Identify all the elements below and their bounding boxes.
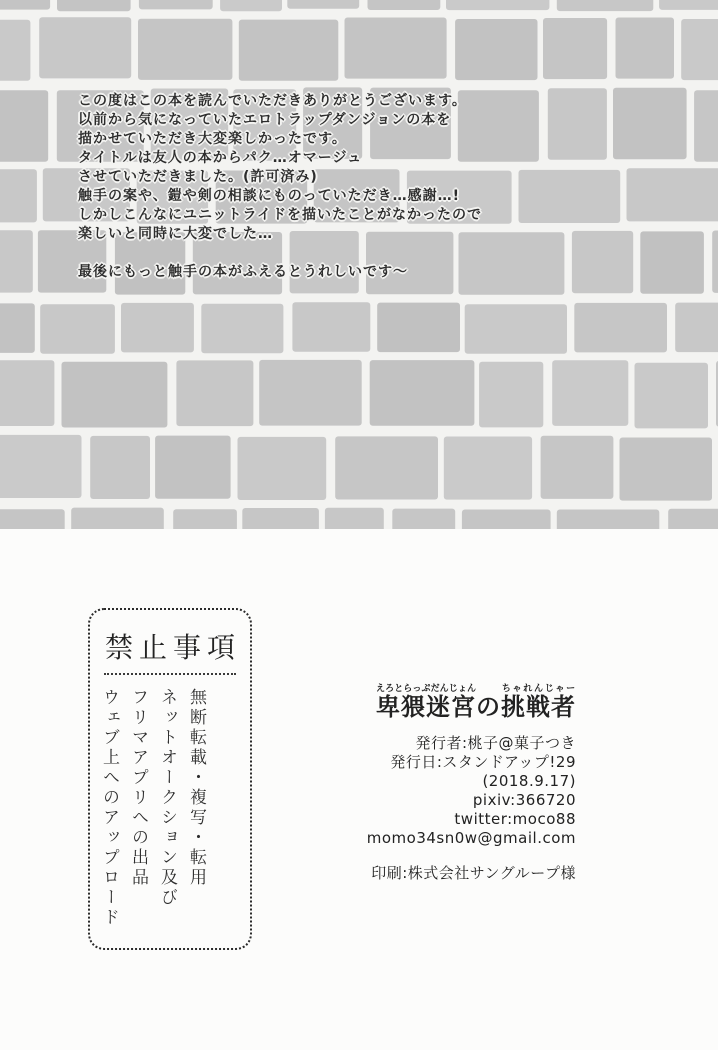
prohibited-box-title: 禁止事項 bbox=[104, 631, 241, 664]
afterword-line: 最後にもっと触手の本がふえるとうれしいです〜 bbox=[78, 264, 408, 280]
email-line: momo34sn0w@gmail.com bbox=[366, 829, 576, 848]
book-title-main2: 挑戦者 bbox=[501, 693, 576, 721]
twitter-handle-line: twitter:moco88 bbox=[454, 810, 576, 829]
prohibited-item: フリマアプリへの出品 bbox=[128, 688, 148, 888]
afterword-line: タイトルは友人の本からパク…オマージュ bbox=[78, 150, 363, 166]
pixiv-id-line: pixiv:366720 bbox=[472, 791, 576, 810]
colophon-lines bbox=[276, 734, 576, 848]
book-title-particle: の bbox=[476, 693, 501, 721]
afterword-line: 触手の案や、鎧や剣の相談にものっていただき…感謝…! bbox=[78, 188, 460, 204]
prohibited-box-divider bbox=[104, 673, 236, 675]
printer-line: 印刷:株式会社サングループ様 bbox=[371, 864, 576, 883]
publish-date-detail: (2018.9.17) bbox=[482, 772, 576, 791]
book-title-main1: 卑猥迷宮 bbox=[376, 693, 476, 721]
afterword-line: しかしこんなにユニットライドを描いたことがなかったので bbox=[78, 207, 483, 223]
book-title bbox=[276, 684, 576, 720]
publisher-line: 発行者:桃子@菓子つき bbox=[415, 734, 576, 753]
book-title-furigana1: えろとらっぷだんじょん bbox=[376, 684, 476, 694]
prohibited-item: ネットオークション及び bbox=[157, 688, 177, 908]
prohibited-items-list bbox=[90, 688, 223, 944]
afterword-line: 描かせていただき大変楽しかったです。 bbox=[78, 131, 347, 147]
afterword-line-blank bbox=[78, 244, 558, 263]
prohibited-item: 無断転載・複写・転用 bbox=[186, 688, 206, 888]
afterword-text bbox=[78, 92, 558, 282]
publish-date-line: 発行日:スタンドアップ!29 bbox=[390, 753, 576, 772]
colophon bbox=[276, 684, 576, 883]
afterword-line: この度はこの本を読んでいただきありがとうございます。 bbox=[78, 93, 467, 109]
afterword-line: 以前から気になっていたエロトラップダンジョンの本を bbox=[78, 112, 452, 128]
prohibited-items-box bbox=[88, 608, 252, 950]
afterword-line: させていただきました。(許可済み) bbox=[78, 169, 318, 185]
prohibited-item: ウェブ上へのアップロード bbox=[99, 688, 119, 928]
book-title-furigana2: ちゃれんじゃー bbox=[501, 684, 576, 694]
afterword-line: 楽しいと同時に大変でした… bbox=[78, 226, 273, 242]
book-title-part2 bbox=[501, 684, 576, 721]
book-title-part1 bbox=[376, 684, 476, 721]
